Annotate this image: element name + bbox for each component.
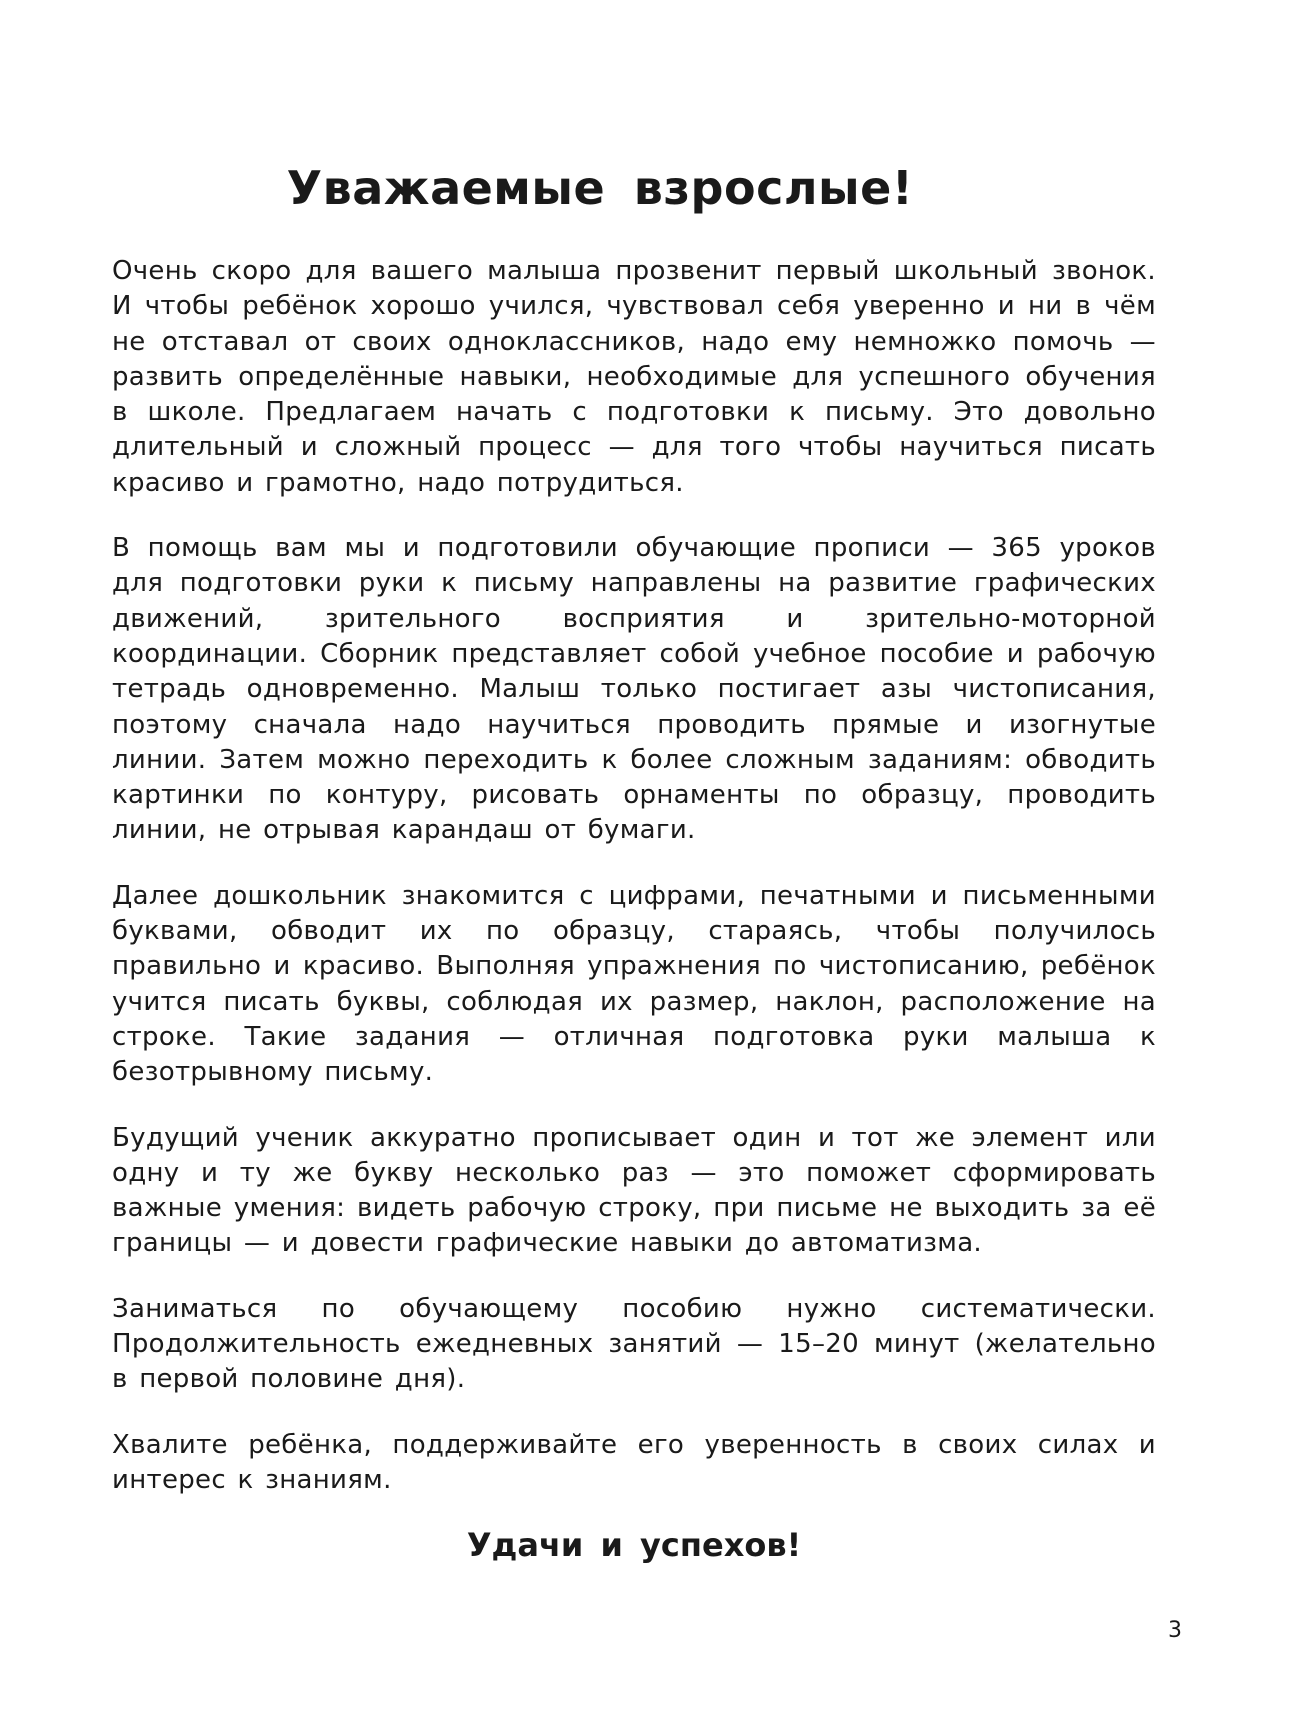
paragraph-4: Будущий ученик аккуратно прописывает один и тот же элемент или одну и ту же букву несколько раз — это поможет сформировать важные умения: видеть рабочую строку, при письме не выходить за её границы — и довести графические навыки до автоматизма.	[112, 1122, 1156, 1259]
paragraph-1: Очень скоро для вашего малыша прозвенит первый школьный звонок. И чтобы ребёнок хорошо учился, чувствовал себя уверенно и ни в чём не отставал от своих одноклассников, надо ему немножко помочь — развить определённые навыки, необходимые для успешного обучения в школе. Предлагаем начать с подготовки к письму. Это довольно длительный и сложный процесс — для того чтобы научиться писать красиво и грамотно, надо потрудиться.	[112, 256, 1156, 498]
paragraph-2: В помощь вам мы и подготовили обучающие прописи — 365 уроков для подготовки руки к письму направлены на развитие графических движений, зрительного восприятия и зрительно-моторной координации. Сборник представляет собой учебное пособие и рабочую тетрадь одновременно. Малыш только постигает азы чистописания, поэтому сначала надо научиться проводить прямые и изогнутые линии. Затем можно переходить к более сложным заданиям: обводить картинки по контуру, рисовать орнаменты по образцу, проводить линии, не отрывая карандаш от бумаги.	[112, 533, 1156, 846]
paragraph-5: Заниматься по обучающему пособию нужно систематически. Продолжительность ежедневных занятий — 15–20 минут (желательно в первой половине дня).	[112, 1293, 1156, 1395]
page-number: 3	[1168, 1618, 1182, 1643]
page-title: Уважаемые взрослые!	[286, 161, 914, 215]
paragraph-6: Хвалите ребёнка, поддерживайте его уверенность в своих силах и интерес к знаниям.	[112, 1429, 1156, 1495]
body-text	[112, 254, 1156, 1528]
paragraph-3: Далее дошкольник знакомится с цифрами, печатными и письменными буквами, обводит их по образцу, стараясь, чтобы получилось правильно и красиво. Выполняя упражнения по чистописанию, ребёнок учится писать буквы, соблюдая их размер, наклон, расположение на строке. Такие задания — отличная подготовка руки малыша к безотрывному письму.	[112, 880, 1156, 1088]
closing-wish: Удачи и успехов!	[466, 1526, 802, 1564]
